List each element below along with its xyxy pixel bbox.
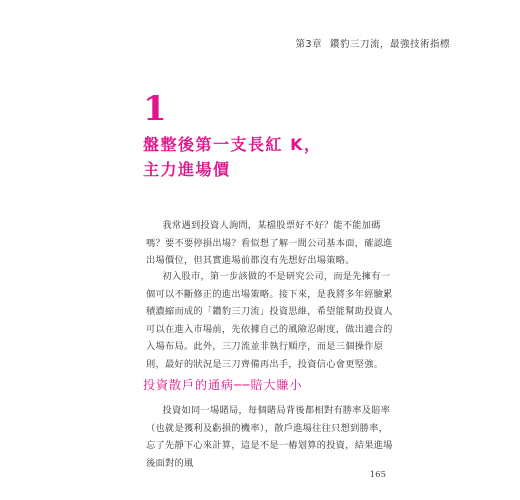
subheading: 投資散戶的通病──賠大賺小 (143, 378, 303, 392)
paragraph: 我常遇到投資人詢問，某檔股票好不好？能不能加碼嗎？要不要停損出場？看似想了解一間公司基本面，確認進出場價位，但其實進場前都沒有先想好出場策略。 (146, 220, 393, 266)
running-header (295, 36, 450, 50)
page-number: 165 (369, 470, 386, 480)
paragraph: 初入股市，第一步該做的不是研究公司，而是先擁有一個可以不斷修正的進出場策略。接下來，是我將多年經驗累積濃縮而成的「鑽豹三刀流」投資思維，希望能幫助投資人可以在進入市場前，先依據自己的風險忍耐度，做出適合的入場布局。此外，三刀流並非執行順序，而是三個操作原則，最好的狀況是三刀齊備再出手，投資信心會更堅強。 (146, 271, 393, 370)
section-number: 1 (143, 89, 167, 129)
section-title-line-1: 盤整後第一支長紅 K， (143, 135, 322, 154)
section-title (143, 132, 321, 182)
chapter-title: 鑽豹三刀流，最強技術指標 (329, 39, 450, 50)
body-block-3 (146, 402, 396, 472)
body-block-1 (146, 217, 396, 270)
chapter-label: 第3章 (295, 39, 322, 50)
section-title-line-2: 主力進場價 (143, 160, 231, 179)
body-block-2 (146, 268, 396, 373)
paragraph: 投資如同一場賭局，每個賭局背後都相對有勝率及賠率（也就是獲利及虧損的機率），散戶進場往往只想到勝率，忘了先靜下心來計算，這是不是一樁划算的投資，結果進場後面對的風 (146, 405, 393, 469)
